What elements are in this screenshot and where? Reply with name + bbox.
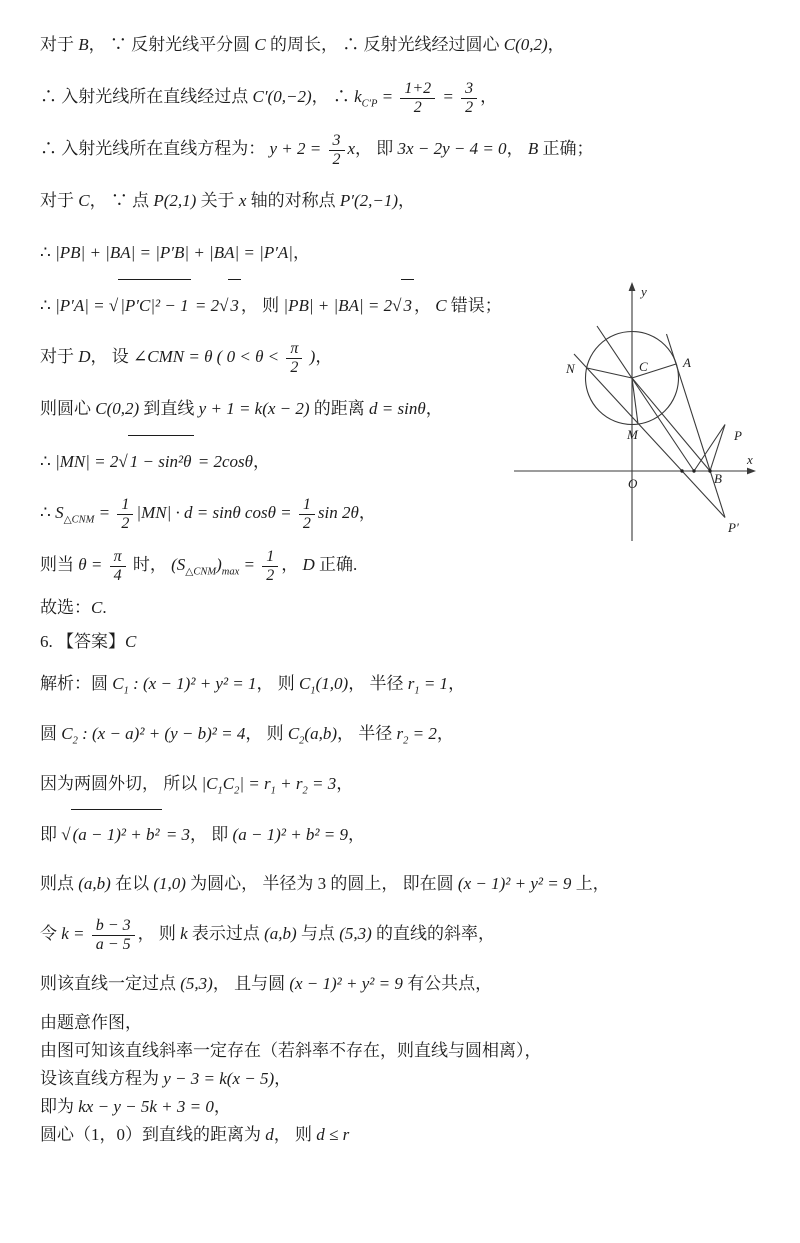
label-M: M <box>627 427 638 442</box>
math-line: 对于 D， 设 ∠CMN = θ ( 0 < θ < $\frac{\pi}{2}$ )， <box>40 340 333 376</box>
tangent-line-ABP <box>667 334 726 518</box>
label-A: A <box>683 355 691 370</box>
label-origin: O <box>628 476 638 491</box>
math-line: 设该直线方程为 y − 3 = k(x − 5)， <box>40 1069 292 1088</box>
math-line: 故选：C. <box>40 598 107 617</box>
math-line: 解析：圆 $C_1$ : (x − 1)² + y² = 1， 则 $C_1(1,0)$， 半径 $r_1 = 1$， <box>40 674 466 697</box>
math-line: 则圆心 C(0,2) 到直线 y + 1 = k(x − 2) 的距离 d = sinθ， <box>40 399 443 418</box>
geometry-diagram <box>500 272 778 557</box>
math-line: ∴ 入射光线所在直线经过点 C′(0,−2)， ∴ $k_{C'P}$ = $\frac{1+2}{2}$ = $\frac{3}{2}$ ， <box>40 80 498 116</box>
math-line: ∴ 入射光线所在直线方程为： y + 2 = $\frac{3}{2}$ x， 即 3x − 2y − 4 = 0， B 正确； <box>40 132 594 168</box>
math-line: ∴ |PB| + |BA| = |P′B| + |BA| = |P′A|， <box>40 243 310 262</box>
math-line: 则当 θ = $\frac{\pi}{4}$ 时， $(S_{\triangle CNM})_{max}$ = $\frac{1}{2}$ ， D 正确. <box>40 548 358 584</box>
math-line: 圆心（1，0）到直线的距离为 d， 则 d ≤ r <box>40 1125 350 1144</box>
incident-ray-PD <box>694 425 725 472</box>
conclusion-block <box>40 591 790 659</box>
chord-axis-point <box>680 469 683 472</box>
math-line: ∴ |P′A| = √ |P′C|² − 1 = 2√ 3 ， 则 |PB| + |BA| = 2√ 3 ， C 错误； <box>40 279 790 331</box>
radius-CN <box>587 368 632 378</box>
math-line: 由题意作图， <box>40 1013 142 1032</box>
math-line: 令 k = $\frac{b - 3}{a - 5}$ ， 则 k 表示过点 (a,b) 与点 (5,3) 的直线的斜率， <box>40 917 496 953</box>
label-N: N <box>566 361 575 376</box>
solution-text-column <box>40 0 790 1149</box>
segment-CB <box>632 378 710 471</box>
chord-line-NMP <box>574 354 725 518</box>
label-P-prime: P′ <box>728 520 739 535</box>
label-x-axis: x <box>747 452 753 467</box>
label-P: P <box>734 428 742 443</box>
label-C: C <box>639 359 648 374</box>
incidence-point <box>692 469 695 472</box>
y-axis-arrow-icon <box>629 282 636 291</box>
math-line: 即为 kx − y − 5k + 3 = 0， <box>40 1097 231 1116</box>
math-line: ∴ |MN| = 2√ 1 − sin²θ = 2cosθ， <box>40 435 790 487</box>
reflected-ray-line <box>597 326 694 471</box>
segment-PB <box>710 425 725 472</box>
x-axis-arrow-icon <box>747 468 756 475</box>
math-line: 对于 B， ∵ 反射光线平分圆 C 的周长， ∴ 反射光线经过圆心 C(0,2)， <box>40 35 565 54</box>
math-line: 即 √ (a − 1)² + b² = 3， 即 (a − 1)² + b² = 9， <box>40 809 790 859</box>
math-line: 因为两圆外切， 所以 $|C_1C_2| = r_1 + r_2 = 3$， <box>40 774 354 797</box>
label-y-axis: y <box>641 284 647 299</box>
label-B: B <box>714 471 722 486</box>
math-line: 6. 【答案】C <box>40 632 137 651</box>
math-line: 则该直线一定过点 (5,3)， 且与圆 (x − 1)² + y² = 9 有公共点， <box>40 974 493 993</box>
tail-block <box>40 1009 790 1149</box>
point-B-dot <box>708 469 711 472</box>
math-line: ∴ $S_{\triangle CNM}$ = $\frac{1}{2}$ |MN| · d = sinθ cosθ = $\frac{1}{2}$ sin 2θ， <box>40 496 376 532</box>
math-line: 圆 $C_2$ : (x − a)² + (y − b)² = 4， 则 $C_2(a,b)$， 半径 $r_2 = 2$， <box>40 724 454 747</box>
math-line: 由图可知该直线斜率一定存在（若斜率不存在，则直线与圆相离）， <box>40 1041 542 1060</box>
math-line: 则点 (a,b) 在以 (1,0) 为圆心， 半径为 3 的圆上， 即在圆 (x − 1)² + y² = 9 上， <box>40 874 610 893</box>
math-line: 对于 C， ∵ 点 P(2,1) 关于 x 轴的对称点 P′(2,−1)， <box>40 191 416 210</box>
solution-6-block <box>40 659 790 1009</box>
